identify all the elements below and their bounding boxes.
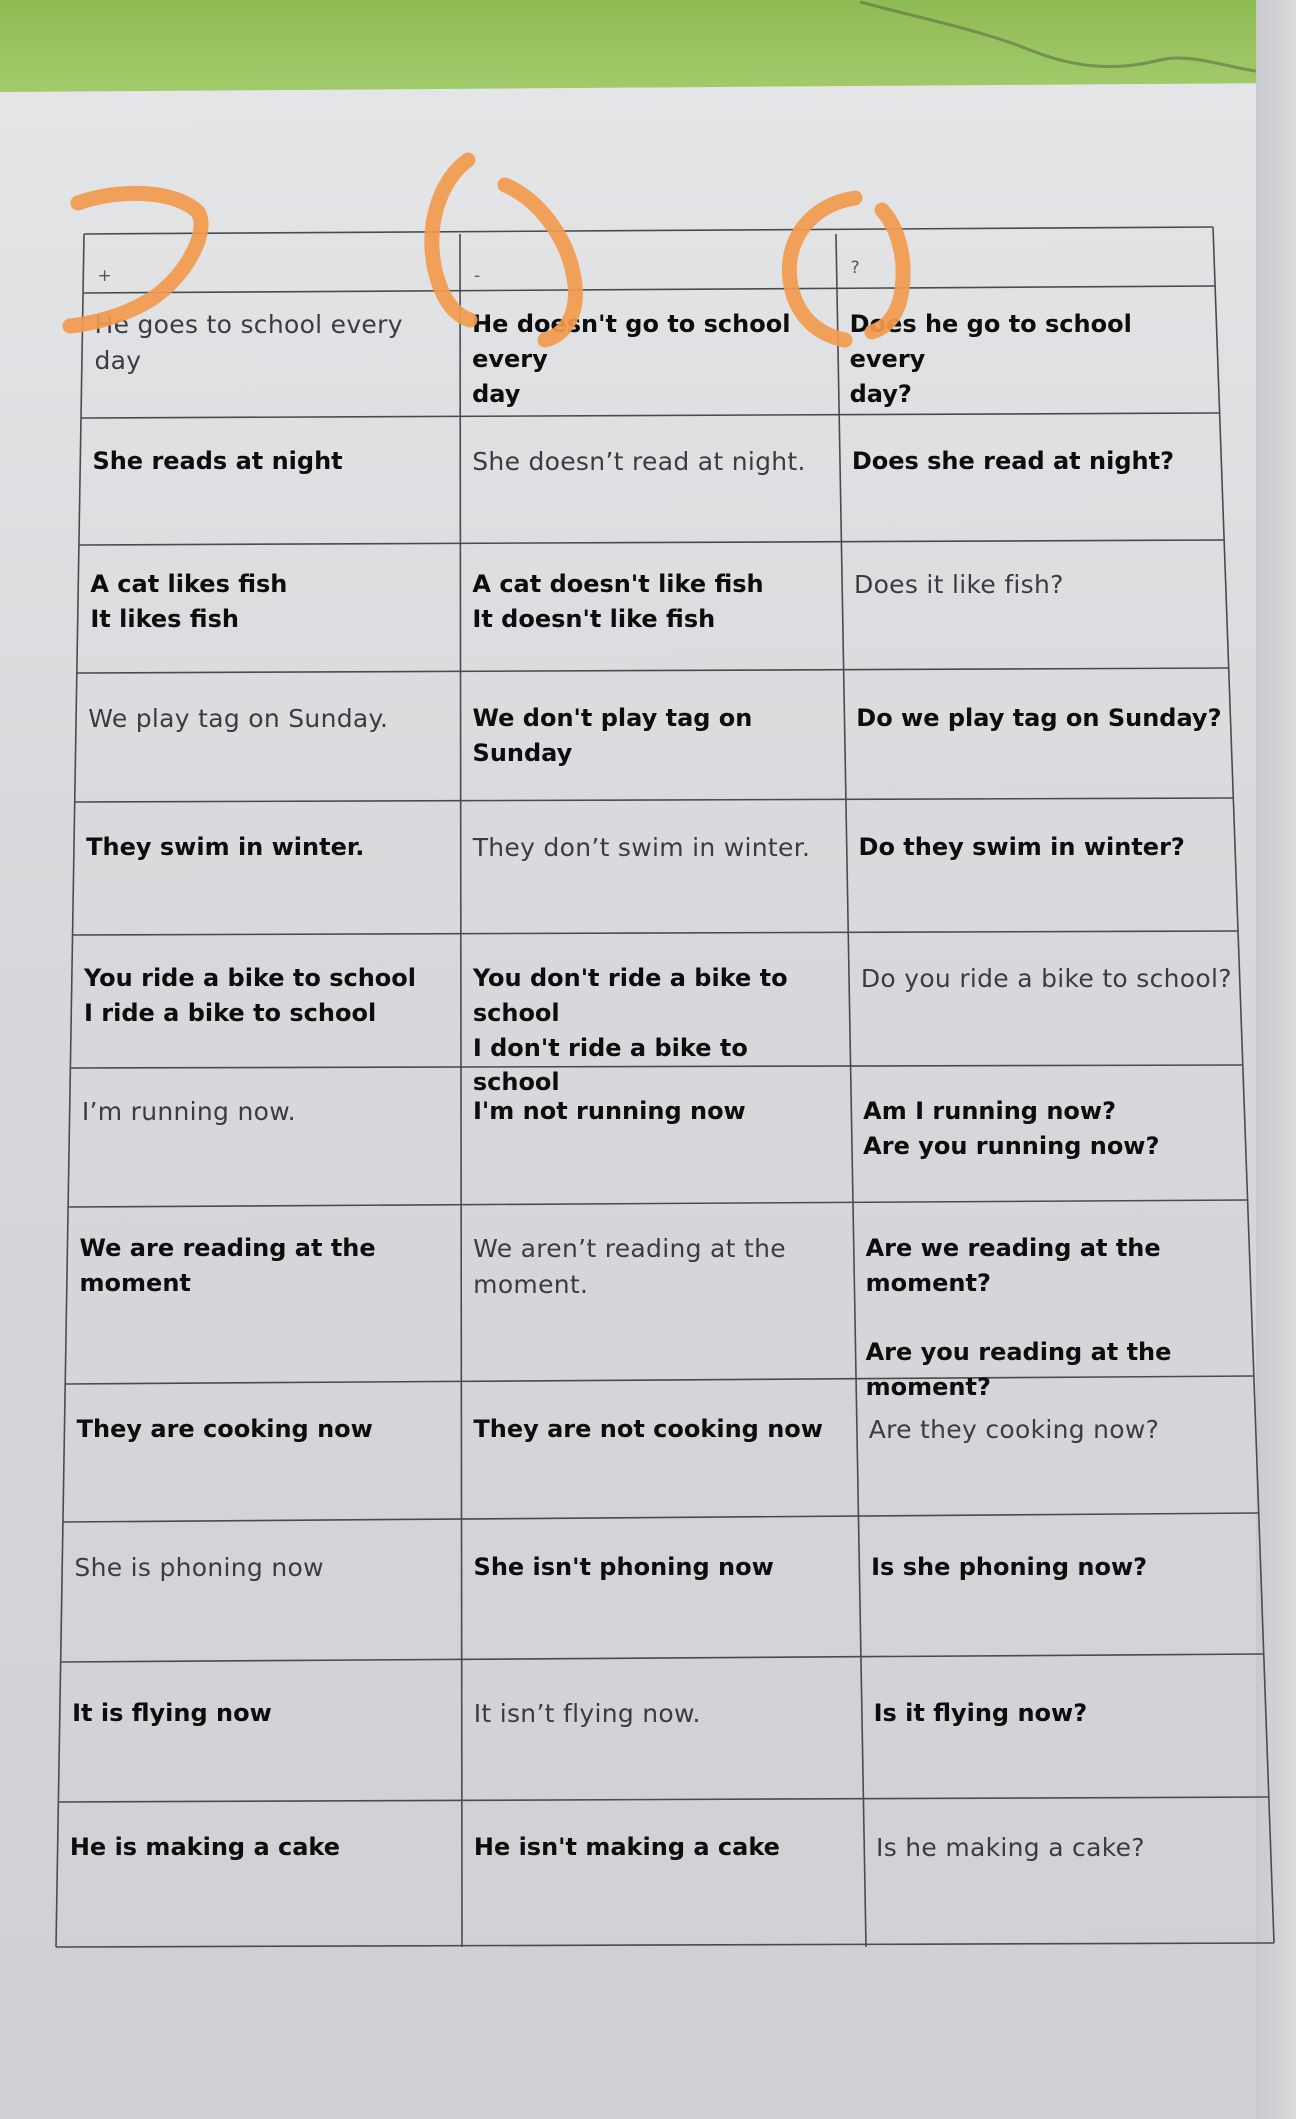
table-row-line: [56, 1943, 1274, 1947]
cell-affirmative-row-6: You ride a bike to school I ride a bike to school: [84, 964, 417, 1027]
cell-question-row-6: Do you ride a bike to school?: [860, 964, 1232, 993]
cell-affirmative-row-9: They are cooking now: [76, 1415, 373, 1443]
table-row-line: [61, 1654, 1264, 1662]
cell-affirmative-row-1: He goes to school every day: [94, 310, 403, 376]
table-column-line: [1213, 227, 1274, 1943]
table-column-line: [460, 234, 462, 1947]
cell-negative-row-4: We don't play tag on Sunday: [472, 704, 753, 767]
table-row-line: [81, 413, 1220, 418]
cell-negative-row-8: We aren’t reading at the moment.: [473, 1234, 786, 1300]
cell-affirmative-row-2: She reads at night: [92, 447, 343, 475]
cell-question-row-12: Is he making a cake?: [876, 1833, 1145, 1862]
table-row-line: [84, 227, 1213, 234]
cell-affirmative-row-8: We are reading at the moment: [79, 1234, 376, 1297]
cell-negative-row-1: He doesn't go to school every day: [472, 310, 791, 408]
cell-negative-row-9: They are not cooking now: [473, 1415, 823, 1443]
cell-affirmative-row-11: It is flying now: [72, 1699, 272, 1727]
cell-question-row-3: Does it like fish?: [854, 570, 1064, 599]
cell-affirmative-row-12: He is making a cake: [69, 1833, 341, 1861]
cell-question-row-5: Do they swim in winter?: [858, 833, 1185, 861]
cell-negative-row-5: They don’t swim in winter.: [472, 833, 811, 862]
cell-question-row-4: Do we play tag on Sunday?: [856, 704, 1222, 732]
table-row-line: [63, 1513, 1259, 1522]
table-column-line: [56, 234, 84, 1947]
cell-affirmative-row-5: They swim in winter.: [86, 833, 365, 861]
header-minus: -: [474, 266, 481, 286]
cell-negative-row-7: I'm not running now: [473, 1097, 746, 1125]
cell-affirmative-row-4: We play tag on Sunday.: [88, 704, 389, 733]
cell-question-row-2: Does she read at night?: [851, 447, 1174, 475]
table-row-line: [77, 668, 1229, 673]
table-row-line: [58, 1797, 1268, 1802]
cell-question-row-7: Am I running now? Are you running now?: [863, 1097, 1160, 1160]
table-row-line: [83, 286, 1215, 293]
table-row-line: [79, 540, 1224, 545]
header-question: ?: [850, 258, 860, 278]
cell-affirmative-row-10: She is phoning now: [74, 1553, 324, 1582]
cell-question-row-8: Are we reading at the moment? Are you reading at the moment?: [865, 1234, 1172, 1402]
table-row-line: [75, 798, 1234, 802]
cell-affirmative-row-7: I’m running now.: [81, 1097, 296, 1126]
cell-question-row-10: Is she phoning now?: [871, 1553, 1148, 1581]
cell-question-row-11: Is it flying now?: [873, 1699, 1088, 1727]
cell-negative-row-2: She doesn’t read at night.: [472, 447, 806, 476]
cell-question-row-9: Are they cooking now?: [868, 1415, 1160, 1444]
cell-negative-row-6: You don't ride a bike to school I don't ride a bike to school: [472, 964, 788, 1097]
cell-negative-row-3: A cat doesn't like fish It doesn't like fish: [472, 570, 764, 633]
cell-affirmative-row-3: A cat likes fish It likes fish: [90, 570, 288, 633]
cell-negative-row-12: He isn't making a cake: [473, 1833, 780, 1861]
cell-negative-row-11: It isn’t flying now.: [473, 1699, 701, 1728]
cell-negative-row-10: She isn't phoning now: [473, 1553, 774, 1581]
cell-question-row-1: Does he go to school every day?: [849, 310, 1132, 408]
table-row-line: [68, 1200, 1247, 1207]
header-plus: +: [97, 266, 112, 286]
table-row-line: [72, 931, 1237, 935]
